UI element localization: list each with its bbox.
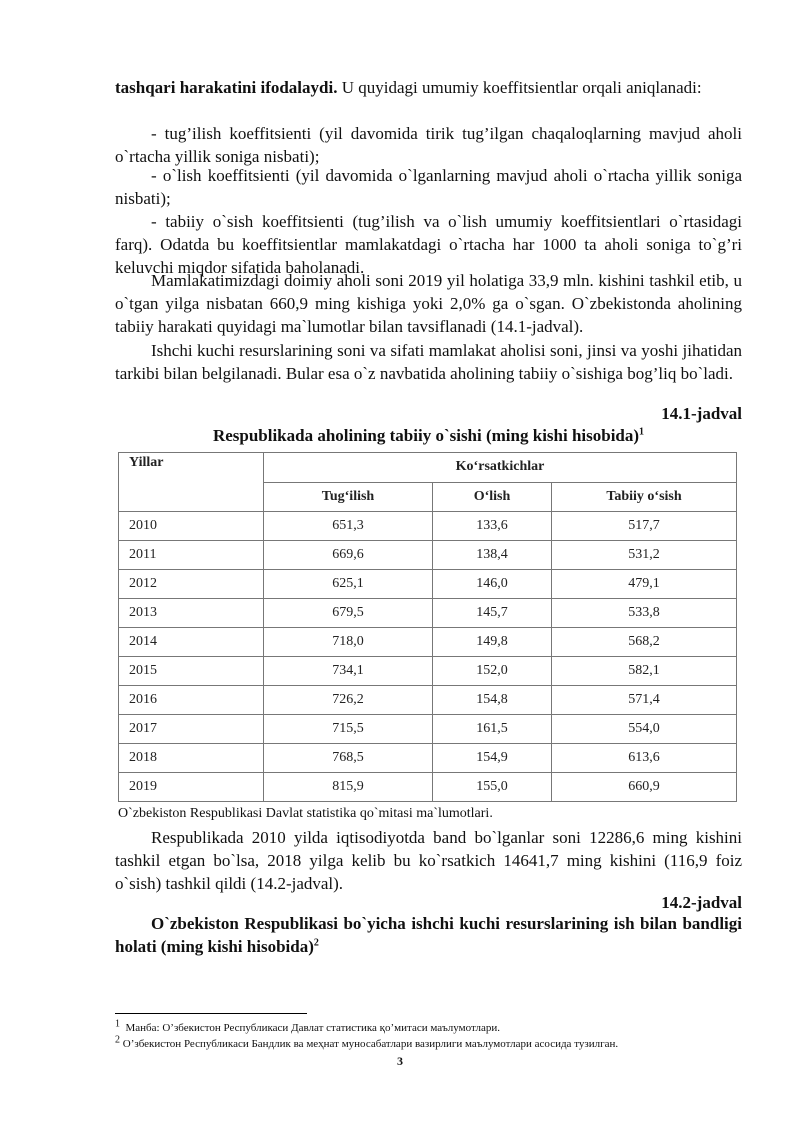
cell-births: 718,0 bbox=[264, 628, 433, 657]
table2-title bbox=[115, 912, 742, 958]
cell-natural-growth: 660,9 bbox=[552, 773, 737, 802]
cell-deaths: 154,8 bbox=[433, 686, 552, 715]
cell-deaths: 138,4 bbox=[433, 541, 552, 570]
cell-births: 734,1 bbox=[264, 657, 433, 686]
cell-births: 715,5 bbox=[264, 715, 433, 744]
table-row bbox=[119, 686, 737, 715]
paragraph-population: Mamlakatimizdagi doimiy aholi soni 2019 yil holatiga 33,9 mln. kishini tashkil etib, u o`tgan yilga nisbatan 660,9 ming kishiga yoki 2,0% ga o`sgan. O`zbekistonda aholining tabiiy harakati quyidagi ma`lumotlar bilan tavsiflanadi (14.1-jadval). bbox=[115, 271, 742, 336]
table-row bbox=[119, 628, 737, 657]
cell-deaths: 154,9 bbox=[433, 744, 552, 773]
cell-natural-growth: 568,2 bbox=[552, 628, 737, 657]
bullet-death-rate: - o`lish koeffitsienti (yil davomida o`lganlarning mavjud aholi o`rtacha yillik soniga nisbati); bbox=[115, 166, 742, 208]
cell-natural-growth: 531,2 bbox=[552, 541, 737, 570]
table2-footnote-ref: 2 bbox=[313, 937, 319, 949]
cell-deaths: 161,5 bbox=[433, 715, 552, 744]
cell-births: 679,5 bbox=[264, 599, 433, 628]
intro-bold-text: tashqari harakatini ifodalaydi. bbox=[115, 78, 338, 97]
paragraph-intro bbox=[115, 76, 742, 99]
cell-year: 2011 bbox=[119, 541, 264, 570]
footnote-1-text: Манба: O’збекистон Республикаси Давлат статистика қо’митаси маълумотлари. bbox=[125, 1022, 500, 1034]
cell-deaths: 149,8 bbox=[433, 628, 552, 657]
table-row bbox=[119, 512, 737, 541]
table-body bbox=[119, 512, 737, 802]
intro-text: U quyidagi umumiy koeffitsientlar orqali aniqlanadi: bbox=[337, 78, 702, 97]
footnote-1-num: 1 bbox=[115, 1018, 120, 1030]
cell-year: 2012 bbox=[119, 570, 264, 599]
paragraph-employment: Respublikada 2010 yilda iqtisodiyotda band bo`lganlar soni 12286,6 ming kishini tashkil etgan bo`lsa, 2018 yilga kelib bu ko`rsatkich 14641,7 ming kishini (116,9 foiz o`sish) tashkil qildi (14.2-jadval). bbox=[115, 828, 742, 893]
cell-year: 2013 bbox=[119, 599, 264, 628]
table1-label: 14.1-jadval bbox=[661, 404, 742, 423]
table1-title-text: Respublikada aholining tabiiy o`sishi (ming kishi hisobida) bbox=[212, 426, 640, 445]
cell-natural-growth: 582,1 bbox=[552, 657, 737, 686]
cell-year: 2016 bbox=[119, 686, 264, 715]
table1-footnote-ref: 1 bbox=[639, 426, 645, 438]
header-years: Yillar bbox=[119, 453, 264, 512]
cell-natural-growth: 479,1 bbox=[552, 570, 737, 599]
cell-births: 768,5 bbox=[264, 744, 433, 773]
table-row bbox=[119, 715, 737, 744]
bullet-natural-growth: - tabiiy o`sish koeffitsienti (tug’ilish va o`lish umumiy koeffitsientlari o`rtasidagi farq). Odatda bu koeffitsientlar mamlakatdagi o`rtacha har 1000 ta aholi soniga to`g’ri keluvchi miqdor sifatida baholanadi. bbox=[115, 212, 742, 277]
table2-title-text: O`zbekiston Respublikasi bo`yicha ishchi kuchi resurslarining ish bilan bandligi holati (ming kishi hisobida) bbox=[115, 914, 742, 956]
header-births: Tug‘ilish bbox=[264, 482, 433, 512]
table-row bbox=[119, 657, 737, 686]
cell-deaths: 145,7 bbox=[433, 599, 552, 628]
table-row bbox=[119, 570, 737, 599]
header-deaths: O‘lish bbox=[433, 482, 552, 512]
cell-natural-growth: 571,4 bbox=[552, 686, 737, 715]
table-row bbox=[119, 773, 737, 802]
cell-year: 2017 bbox=[119, 715, 264, 744]
cell-deaths: 133,6 bbox=[433, 512, 552, 541]
cell-births: 815,9 bbox=[264, 773, 433, 802]
table2-label: 14.2-jadval bbox=[661, 893, 742, 912]
natural-growth-table bbox=[118, 452, 737, 802]
table-row bbox=[119, 599, 737, 628]
cell-year: 2010 bbox=[119, 512, 264, 541]
table1-title bbox=[115, 424, 742, 447]
paragraph-labor: Ishchi kuchi resurslarining soni va sifati mamlakat aholisi soni, jinsi va yoshi jihatidan tarkibi bilan belgilanadi. Bular esa o`z navbatida aholining tabiiy o`sishiga bog’liq bo`ladi. bbox=[115, 341, 742, 383]
cell-year: 2014 bbox=[119, 628, 264, 657]
header-indicators: Ko‘rsatkichlar bbox=[264, 453, 737, 483]
cell-deaths: 152,0 bbox=[433, 657, 552, 686]
footnote-2-text: O’збекистон Республикаси Бандлик ва меҳнат муносабатлари вазирлиги маълумотлари асосида тузилган. bbox=[122, 1038, 619, 1050]
cell-deaths: 146,0 bbox=[433, 570, 552, 599]
bullet-birth-rate: - tug’ilish koeffitsienti (yil davomida tirik tug’ilgan chaqaloqlarning mavjud aholi o`rtacha yillik soniga nisbati); bbox=[115, 124, 742, 166]
table1-source: O`zbekiston Respublikasi Davlat statistika qo`mitasi ma`lumotlari. bbox=[118, 806, 493, 821]
footnote-1 bbox=[115, 1018, 755, 1036]
footnote-2 bbox=[115, 1034, 755, 1052]
cell-deaths: 155,0 bbox=[433, 773, 552, 802]
cell-natural-growth: 517,7 bbox=[552, 512, 737, 541]
cell-births: 726,2 bbox=[264, 686, 433, 715]
header-natural-growth: Tabiiy o‘sish bbox=[552, 482, 737, 512]
cell-natural-growth: 613,6 bbox=[552, 744, 737, 773]
cell-births: 625,1 bbox=[264, 570, 433, 599]
footnote-divider bbox=[115, 1013, 307, 1014]
cell-year: 2015 bbox=[119, 657, 264, 686]
cell-year: 2018 bbox=[119, 744, 264, 773]
cell-natural-growth: 554,0 bbox=[552, 715, 737, 744]
table-row bbox=[119, 744, 737, 773]
cell-births: 669,6 bbox=[264, 541, 433, 570]
table-row bbox=[119, 541, 737, 570]
page-number: 3 bbox=[397, 1054, 403, 1068]
cell-natural-growth: 533,8 bbox=[552, 599, 737, 628]
cell-births: 651,3 bbox=[264, 512, 433, 541]
cell-year: 2019 bbox=[119, 773, 264, 802]
footnote-2-num: 2 bbox=[115, 1034, 120, 1046]
